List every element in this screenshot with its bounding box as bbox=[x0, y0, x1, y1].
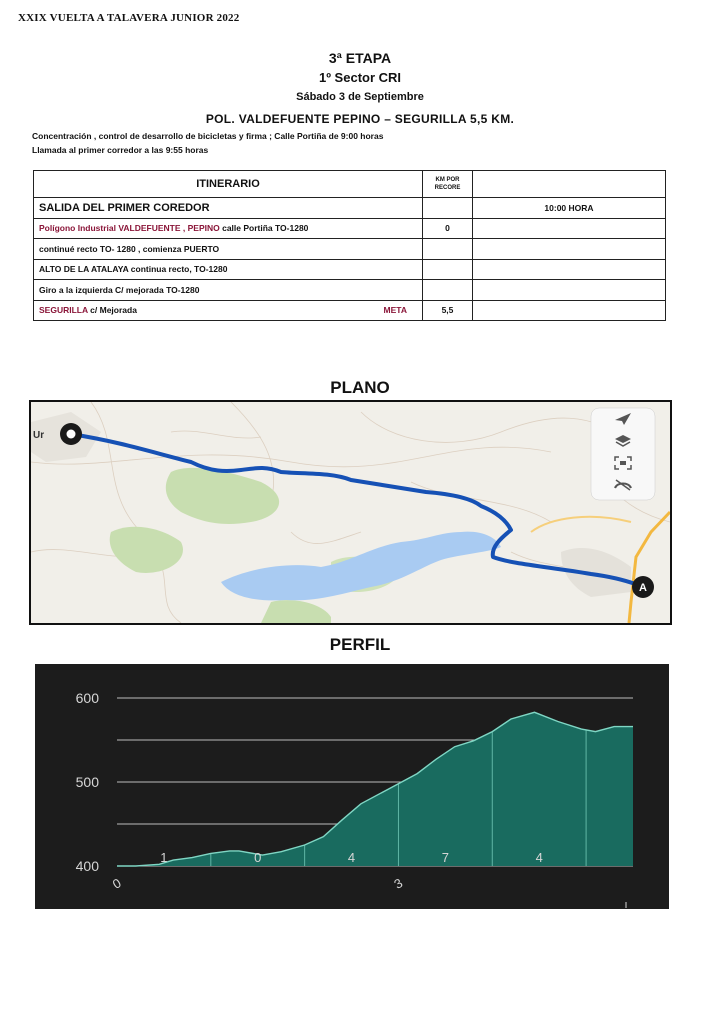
route-cell bbox=[34, 300, 423, 321]
time-header bbox=[473, 171, 666, 198]
stage-route: POL. VALDEFUENTE PEPINO – SEGURILLA 5,5 KM. bbox=[205, 112, 515, 126]
itinerary-header: ITINERARIO bbox=[34, 171, 423, 198]
route-cell-highlight: SEGURILLA bbox=[39, 305, 88, 316]
table-row bbox=[34, 239, 666, 260]
table-row bbox=[34, 198, 666, 219]
route-map[interactable] bbox=[29, 400, 672, 625]
time-cell bbox=[473, 259, 666, 280]
navigate-icon bbox=[614, 412, 632, 426]
perfil-title: PERFIL bbox=[329, 635, 391, 654]
end-label: A bbox=[639, 582, 647, 594]
route-cell bbox=[34, 218, 423, 239]
time-cell: 10:00 HORA bbox=[473, 198, 666, 219]
elevation-chart bbox=[35, 664, 669, 909]
route-cell: Giro a la izquierda C/ mejorada TO-1280 bbox=[34, 280, 423, 301]
stage-number: 3ª ETAPA bbox=[328, 50, 392, 66]
map-canvas bbox=[31, 402, 670, 623]
meta-label: META bbox=[383, 305, 407, 316]
route-cell: ALTO DE LA ATALAYA continua recto, TO-1280 bbox=[34, 259, 423, 280]
y-tick-label: 400 bbox=[75, 858, 99, 874]
stage-date: Sábado 3 de Septiembre bbox=[296, 91, 424, 103]
segment-gradient-label: 1 bbox=[160, 850, 168, 865]
elevation-profile bbox=[35, 664, 669, 909]
start-marker-dot bbox=[67, 430, 76, 439]
km-header-line2: RECORE bbox=[434, 185, 461, 191]
table-row bbox=[34, 280, 666, 301]
time-cell bbox=[473, 239, 666, 260]
time-cell bbox=[473, 280, 666, 301]
traffic-button[interactable] bbox=[591, 472, 655, 498]
fullscreen-icon bbox=[614, 456, 632, 470]
route-cell-post: c/ Mejorada bbox=[87, 305, 137, 316]
time-cell bbox=[473, 218, 666, 239]
route-cell: SALIDA DEL PRIMER COREDOR bbox=[34, 198, 423, 219]
km-cell bbox=[423, 280, 473, 301]
itinerary-header-row bbox=[34, 171, 666, 198]
km-header-line1: KM POR bbox=[435, 177, 460, 183]
plano-title: PLANO bbox=[330, 378, 390, 397]
segment-gradient-label: 4 bbox=[347, 850, 356, 865]
info-concentration: Concentración , control de desarrollo de bicicletas y firma ; Calle Portiña de 9:00 horas bbox=[32, 131, 384, 141]
segment-gradient-label: 7 bbox=[441, 850, 449, 865]
traffic-icon bbox=[613, 478, 633, 492]
stage-sector: 1º Sector CRI bbox=[318, 70, 402, 85]
route-cell-post: calle Portiña TO-1280 bbox=[219, 223, 309, 234]
km-cell bbox=[423, 198, 473, 219]
x-tick-label: 0 bbox=[109, 875, 124, 892]
elevation-area bbox=[117, 712, 633, 866]
y-tick-label: 600 bbox=[75, 690, 99, 706]
time-cell bbox=[473, 300, 666, 321]
segment-gradient-label: 4 bbox=[535, 850, 543, 865]
x-tick-label: 3 bbox=[391, 875, 406, 892]
route-cell: continué recto TO- 1280 , comienza PUERTO bbox=[34, 239, 423, 260]
segment-gradient-label: 0 bbox=[254, 850, 262, 865]
table-row bbox=[34, 300, 666, 321]
km-header bbox=[423, 171, 473, 198]
km-cell bbox=[423, 259, 473, 280]
layers-icon bbox=[614, 434, 632, 448]
route-cell-highlight: VALDEFUENTE , PEPINO bbox=[118, 223, 220, 234]
info-call: Llamada al primer corredor a las 9:55 horas bbox=[32, 145, 209, 155]
start-label: Ur bbox=[33, 430, 45, 441]
y-tick-label: 500 bbox=[75, 774, 99, 790]
km-cell: 0 bbox=[423, 218, 473, 239]
table-row bbox=[34, 218, 666, 239]
route-cell-pre: Polígono Industrial bbox=[39, 223, 119, 234]
event-header: XXIX VUELTA A TALAVERA JUNIOR 2022 bbox=[18, 12, 240, 24]
km-cell bbox=[423, 239, 473, 260]
km-cell: 5,5 bbox=[423, 300, 473, 321]
table-row bbox=[34, 259, 666, 280]
itinerary-table bbox=[33, 170, 666, 321]
